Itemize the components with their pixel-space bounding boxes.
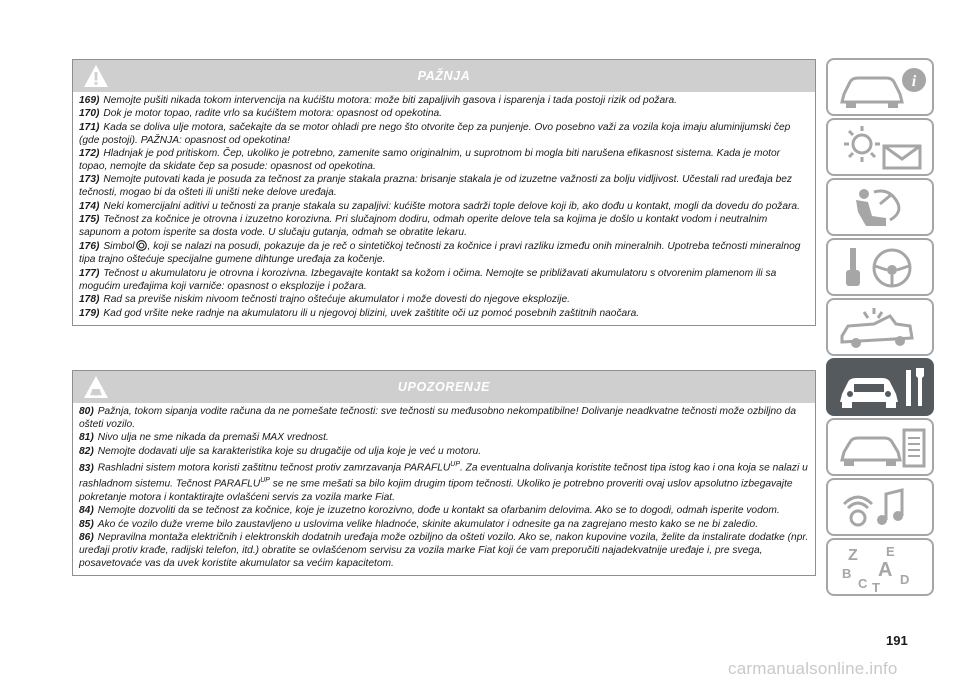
warning-box-title: PAŽNJA <box>417 69 471 83</box>
car-caution-icon <box>83 375 109 399</box>
car-crash-icon <box>834 302 930 354</box>
seat-airbag-icon <box>834 182 930 234</box>
car-info-icon <box>834 62 930 114</box>
watermark: carmanualsonline.info <box>728 659 898 678</box>
multimedia-icon <box>834 482 930 534</box>
page-number: 191 <box>886 633 908 648</box>
svg-text:D: D <box>900 572 910 587</box>
warning-item-178: 178) Rad sa previše niskim nivoom tečnosti trajno oštećuje akumulator i može dovesti do njegove eksplozije. <box>79 294 570 306</box>
caution-item-83: 83) Rashladni sistem motora koristi zaštitnu tečnost protiv zamrzavanja $PARAFLU^{UP}$. Za eventualna dolivanja koristite tečnost tipa istog kao i ona koja se nalazi u rashladnom sistemu. Tečnost $PARAFLU^{UP}$ se ne sme mešati sa bilo kojim drugim tipom tečnosti. Ukoliko je potrebno proveriti ovaj uslov apsolutno izbegavajte pokretanje motora i kontaktirajte ovlašćeni servis za vozila marke Fiat. <box>79 461 808 503</box>
warning-item-174: 174) Neki komercijalni aditivi u tečnosti za pranje stakala su zapaljivi: kućište motora sadrži tople delove koji ib, ako dođu u kontakt, mogli da dovedu do požara. <box>79 200 800 212</box>
caution-item-80: 80) Pažnja, tokom sipanja vodite računa da ne pomešate tečnosti: sve tečnosti su međusobno nekompatibilne! Dolivanje neadkvatne tečnosti može ozbiljno da ošteti vozilo. <box>79 406 796 430</box>
warning-item-169: 169) Nemojte pušiti nikada tokom intervencija na kućištu motora: može biti zapaljivih gasova i isparenja i tada postoji rizik od požara. <box>79 95 678 106</box>
key-steering-wheel-icon <box>834 242 930 294</box>
svg-text:C: C <box>858 576 868 591</box>
caution-box-title: UPOZORENJE <box>397 380 491 394</box>
caution-item-85: 85) Ako će vozilo duže vreme bilo zaustavljeno u uslovima velike hladnoće, skinite akumulator i odnesite ga na zagrejano mesto kako se ne bi zaledio. <box>79 518 759 530</box>
tab-emergency[interactable] <box>826 298 934 356</box>
car-maintenance-wrench-icon <box>834 362 930 414</box>
svg-text:Z: Z <box>848 547 858 564</box>
svg-text:i: i <box>911 73 917 90</box>
warning-item-170: 170) Dok je motor topao, radite vrlo sa kućištem motora: opasnost od opekotina. <box>79 108 443 120</box>
caution-box <box>72 370 816 576</box>
tab-technical-data[interactable] <box>826 418 934 476</box>
warning-box-body <box>73 92 815 325</box>
warning-item-177: 177) Tečnost u akumulatoru je otrovna i korozivna. Izbegavajte kontakt sa kožom i očima. Nemojte se približavati akumulatoru s otvorenim plamenom ili sa mogućim uređajima koji varniče: opasnost o eksplozije i požara. <box>79 267 777 292</box>
synthetic-brake-fluid-symbol-icon <box>136 240 147 251</box>
warning-triangle-icon <box>83 64 109 88</box>
tab-index[interactable] <box>826 538 934 596</box>
tab-safety[interactable] <box>826 178 934 236</box>
alphabetical-index-icon <box>834 542 930 594</box>
caution-item-86: 86) Nepravilna montaža električnih i elektronskih dodatnih uređaja može ozbiljno da ošteti vozilo. Ako se, nakon kupovine vozila, želite da instalirate dodatke (npr. uređaji protiv krađe, radijski telefon, itd.) obratite se ovlašćenom servisu za vozila marke Fiat koji će vam preporučiti najadekvatnije uređaje i, pre svega, posavetovaće vas da uvek koristite akumulator sa većim kapacitetom. <box>79 531 809 569</box>
tab-multimedia[interactable] <box>826 478 934 536</box>
warning-item-171: 171) Kada se doliva ulje motora, sačekajte da se motor ohladi pre nego što otvorite čep za punjenje. Ovo posebno važi za vozila koja imaju aluminijumski čep (gde postoji). PAŽNJA: opasnost od opekotina! <box>79 121 791 146</box>
svg-text:E: E <box>886 544 895 559</box>
warning-box-header <box>73 60 815 92</box>
warning-item-176: 176) Simbol , koji se nalazi na posudi, pokazuje da je reč o sintetičkoj tečnosti za kočnice i pravi razliku između onih mineralnih. Upotreba tečnosti mineralnog tipa trajno oštećuje specijalne gumene dihtunge uređaja za kočenje. <box>79 241 801 266</box>
warning-item-173: 173) Nemojte putovati kada je posuda za tečnost za pranje stakala prazna: brisanje stakala je od izuzetne važnosti za bolju vidljivost. Učestali rad uređaja bez tečnosti, mogao bi da ošteti ili uništi neke delove uređaja. <box>79 174 793 199</box>
tab-dashboard-lights[interactable] <box>826 118 934 176</box>
caution-box-body <box>73 403 815 575</box>
svg-text:T: T <box>872 580 880 594</box>
warning-box <box>72 59 816 326</box>
tab-maintenance[interactable] <box>826 358 934 416</box>
caution-item-84: 84) Nemojte dozvoliti da se tečnost za kočnice, koje je izuzetno korozivno, dođe u kontakt sa ofarbanim delovima. Ako se to dogodi, odmah isperite vodom. <box>79 505 780 517</box>
warning-lights-message-icon <box>834 122 930 174</box>
caution-item-81: 81) Nivo ulja ne sme nikada da premaši MAX vrednost. <box>79 432 329 444</box>
warning-item-172: 172) Hladnjak je pod pritiskom. Čep, ukoliko je potrebno, zamenite samo originalnim, u suprotnom bi mogla biti narušena efikasnost sistema. Kada je motor topao, nemojte da skidate čep sa posude: opasnost od opekotina. <box>79 148 781 173</box>
warning-item-175: 175) Tečnost za kočnice je otrovna i izuzetno korozivna. Pri slučajnom dodiru, odmah operite delove tela sa kojima je došlo u kontakt vodom i neutralnim sapunom a potom isperite sa dosta vode. U slučaju gutanja, odmah se obratite lekaru. <box>79 214 768 239</box>
caution-item-82: 82) Nemojte dodavati ulje sa karakteristika koje su drugačije od ulja koje je već u motoru. <box>79 445 482 457</box>
warning-item-179: 179) Kad god vršite neke radnje na akumulatoru ili u njegovoj blizini, uvek zaštitite oči uz pomoć posebnih zaštitnih naočara. <box>79 307 640 319</box>
caution-box-header <box>73 371 815 403</box>
svg-text:B: B <box>842 566 852 581</box>
svg-text:A: A <box>878 559 893 581</box>
technical-data-list-icon <box>834 422 930 474</box>
tab-vehicle-overview[interactable] <box>826 58 934 116</box>
tab-starting-driving[interactable] <box>826 238 934 296</box>
